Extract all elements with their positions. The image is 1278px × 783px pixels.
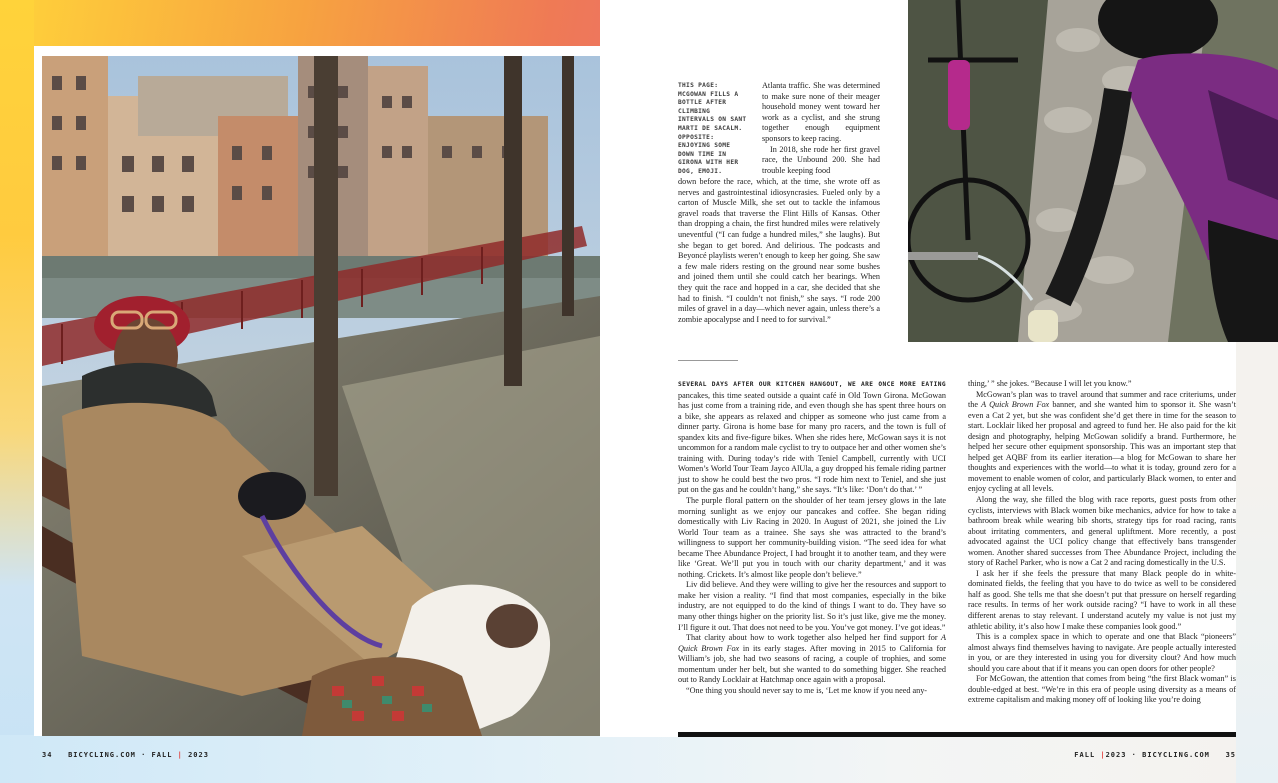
paragraph-text: McGowan’s plan was to travel around that summer and race criteriums, under the — [968, 389, 1236, 410]
paragraph: Liv did believe. And they were willing to give her the resources and support to make her vision a reality. “I find that most companies, especially in the bike industry, are not equipped to do the kind of things I want to do. They have so many other things higher on the priority list. So it’s just like, give me the money. I’ll figure it out. That does not need to be you. You’ve got money. I’ve got ideas.” — [678, 580, 946, 632]
paragraph: The purple floral pattern on the shoulder of her team jersey glows in the late morning sunlight as we enjoy our pancakes and coffee. She began riding domestically with Liv Racing in 2020. In August of 2021, she joined the Liv World Tour team as a trainee. She says she was attracted to the brand’s willingness to support her community-building vision. “The seed idea for what became Thee Abundance Project, I had brought it to another team, and they were like ‘Great. We’ll put you in touch with our charity department,’ and it was nothing. Crickets. It’s almost like people don’t believe.” — [678, 496, 946, 579]
paragraph-text: banner, and she wanted him to sponsor it. She wasn’t even a Cat 2 yet, but she was confident she’d get there in time for the season to start. Locklair liked her proposal and agreed to fund her. He also paid for the kit design and photography, helping McGowan solidify a brand. Furthermore, he helped her secure other equipment sponsorship. This was an important step that helped get AQBF from its earlier iteration—a blog for McGowan to share her thoughts and experiences with the world—to what it is today, ground zero for a movement to enable women of color, and particularly Black women, to enter and enjoy cycling at all levels. — [968, 400, 1236, 494]
separator-bar: | — [177, 751, 183, 759]
paragraph: Along the way, she filled the blog with race reports, guest posts from other cyclists, interviews with Black women bike mechanics, advice for how to take a bathroom break while wearing bib shorts, strategy tips for road racing, rants about irritating commenters, and general upliftment. More recently, a post advocated against the UCI policy change that effectively bans transgender women. Another shared successes from Thee Abundance Project, including the story of Rachel Parker, who is now a Cat 2 and racing domestically in the U.S. — [968, 495, 1236, 568]
page-number: 34 — [42, 751, 53, 759]
body-column-1 — [678, 379, 946, 696]
site-name: BICYCLING.COM — [68, 751, 136, 759]
top-column-b — [678, 177, 880, 325]
gradient-left-edge — [0, 0, 34, 783]
photo-woman-with-dog — [42, 56, 600, 736]
paragraph: I ask her if she feels the pressure that many Black people do in white-dominated fields, the feeling that you have to do twice as well to be considered half as good. She tells me that she doesn’t put that pressure on herself regarding race results. In terms of her work outside racing? “I have to work in all these different arenas to stay relevant. I understand acutely my value is not just my athletic ability, it’s also how I make these companies look good.” — [968, 568, 1236, 631]
publication-title: A Quick Brown Fox — [981, 400, 1050, 410]
paragraph: down before the race, which, at the time, she wrote off as nerves and gastrointestinal idiosyncrasies. Fueled only by a carton of Muscle Milk, she set out to tackle the infamous gravel roads that traverse the Flint Hills of Kansas. Other than dropping a chain, the first hundred miles were relatively uneventful (“I can fudge a hundred miles,” she laughs). But she began to get bored. And delirious. The podcasts and Beyoncé playlists weren’t enough to keep her going. She saw a few male riders resting on the ground near some bushes and joined them until she could catch her bearings. When they quit the race and hopped in a car, she decided that she had to finish. “I couldn’t not finish,” she says. “I rode 200 miles of gravel in a day—which never again, unless there’s a zombie apocalypse and I need to for survival.” — [678, 177, 880, 324]
paragraph-text: pancakes, this time seated outside a quaint café in Old Town Girona. McGowan has just come from a training ride, and even though she has spent three hours on a bike, she appears as relaxed and chipper as someone who just came from a dinner party. Girona is home base for many pro racers, and the town is full of spandex kits and five-figure bikes. When she rides here, McGowan says it is not uncommon for a random male cyclist to try to outpace her and other women she’s training with. During today’s ride with Teniel Campbell, currently with UCI Women’s World Tour Team Jayco AlUla, a guy dropped his female riding partner just to show he could best the two pros. “I rode him next to Teniel, and she just put on the gas and he couldn’t hang,” she says. “It’s like: ‘Don’t do that.’ ” — [678, 390, 946, 495]
separator-dot: · — [1131, 751, 1137, 759]
body-column-2 — [968, 379, 1236, 706]
paragraph — [678, 379, 946, 496]
photo-woman-with-dog-on-bench-icon — [42, 56, 600, 736]
photo-caption: THIS PAGE: MCGOWAN FILLS A BOTTLE AFTER CLIMBING INTERVALS ON SANT MARTI DE SACALM. OPPOSITE: ENJOYING SOME DOWN TIME IN GIRONA WITH HER DOG, EMOJI. — [678, 82, 747, 175]
folio-left — [42, 751, 209, 759]
issue-season: FALL — [1074, 751, 1096, 759]
separator-bar: | — [1100, 751, 1106, 759]
paragraph: For McGowan, the attention that comes from being “the first Black woman” is double-edged at best. “We’re in this era of people using diversity as a means of extreme capitalism and making money off of looking like you’re doing — [968, 674, 1236, 705]
publication-title: A Quick Brown Fox — [678, 633, 946, 653]
issue-year: 2023 — [188, 751, 209, 759]
separator-dot: · — [141, 751, 147, 759]
bottom-rule — [678, 732, 1236, 737]
paragraph: Atlanta traffic. She was determined to make sure none of their meager household money went toward her work as a cyclist, and she strung together enough equipment sponsors to keep racing. — [762, 81, 880, 143]
issue-season: FALL — [151, 751, 173, 759]
paragraph: “One thing you should never say to me is, ‘Let me know if you need any- — [686, 685, 928, 695]
gradient-bottom-edge — [0, 735, 1278, 783]
paragraph — [678, 633, 946, 686]
paragraph-text: in its early stages. After moving in 2015 to California for William’s job, she had two seasons of racing, a couple of trophies, and some momentum under her belt, but she wanted to do something bigger. She reached out to Randy Locklair at Hatchmap once again with a proposal. — [678, 643, 947, 685]
photo-cyclist-filling-bottle-icon — [908, 0, 1278, 342]
issue-year: 2023 — [1105, 751, 1127, 759]
page-number: 35 — [1225, 751, 1236, 759]
folio-right — [1074, 751, 1236, 759]
section-divider — [678, 360, 738, 361]
site-name: BICYCLING.COM — [1142, 751, 1210, 759]
gradient-right-edge — [1236, 340, 1278, 783]
top-column-a — [762, 81, 880, 176]
photo-cyclist-filling-bottle — [908, 0, 1278, 342]
paragraph: thing,’ ” she jokes. “Because I will let you know.” — [968, 379, 1132, 388]
paragraph-text: That clarity about how to work together also helped her find support for — [686, 633, 941, 643]
paragraph — [968, 390, 1236, 495]
lead-in: SEVERAL DAYS AFTER OUR KITCHEN HANGOUT, WE ARE ONCE MORE EATING — [678, 381, 946, 388]
paragraph: This is a complex space in which to operate and one that Black “pioneers” almost always find themselves having to navigate. Are people actually interested in you, or are they interested in using you for diversity clout? And how much should you care about that if it means you can open doors for other people? — [968, 632, 1236, 673]
paragraph: In 2018, she rode her first gravel race, the Unbound 200. She had trouble keeping food — [762, 144, 880, 175]
